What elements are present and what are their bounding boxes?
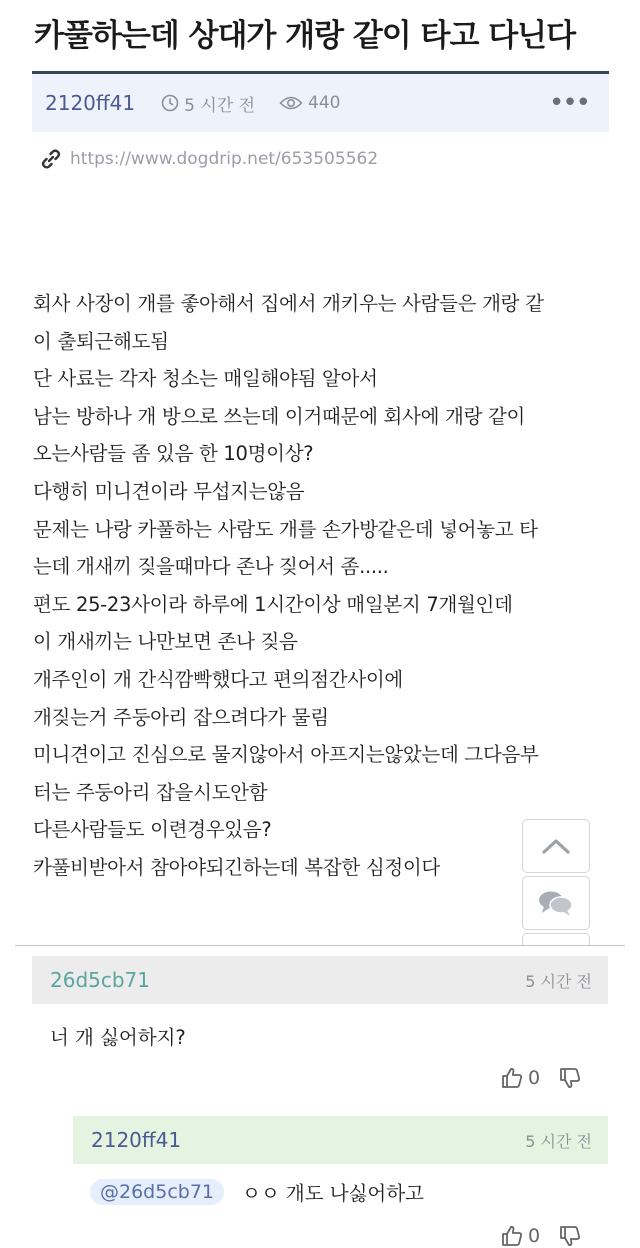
- post-body-line: 는데 개새끼 짖을때마다 존나 짖어서 좀.....: [33, 555, 389, 579]
- post-body-line: 카풀비받아서 참아야되긴하는데 복잡한 심정이다: [33, 855, 440, 879]
- reply-body: [90, 1178, 424, 1206]
- reply-author[interactable]: 2120ff41: [91, 1128, 182, 1152]
- post-body-line: 이 출퇴근해도됨: [33, 329, 169, 353]
- post-views: [279, 93, 340, 113]
- upvote-count: 0: [528, 1067, 541, 1089]
- upvote-button[interactable]: [500, 1066, 540, 1090]
- reply-votes: [500, 1224, 582, 1248]
- reply-header: [73, 1116, 608, 1164]
- link-icon: [40, 148, 62, 170]
- reply-time: 5 시간 전: [525, 1131, 592, 1151]
- post-meta-bar: [32, 74, 609, 132]
- thumbs-up-icon: [500, 1066, 524, 1090]
- post-body-line: 다행히 미니견이라 무섭지는않음: [33, 479, 305, 503]
- post-title: 카풀하는데 상대가 개랑 같이 타고 다닌다: [34, 18, 576, 54]
- post-author[interactable]: 2120ff41: [45, 91, 136, 115]
- post-body: [33, 285, 618, 887]
- comment-text: 너 개 싫어하지?: [50, 1026, 186, 1049]
- more-options-button[interactable]: •••: [548, 88, 589, 118]
- post-body-line: 단 사료는 각자 청소는 매일해야됨 알아서: [33, 367, 378, 391]
- post-body-line: 미니견이고 진심으로 물지않아서 아프지는않았는데 그다음부: [33, 743, 539, 767]
- chevron-up-icon: [541, 837, 571, 855]
- post-url-row: [40, 148, 378, 170]
- comment-header: [32, 956, 608, 1004]
- post-body-line: 다른사람들도 이련경우있음?: [33, 818, 272, 842]
- reply-upvote-button[interactable]: [500, 1224, 540, 1248]
- reply-upvote-count: 0: [528, 1225, 541, 1247]
- speech-bubbles-icon: [536, 888, 576, 918]
- thumbs-down-icon: [558, 1224, 582, 1248]
- post-body-line: 개짖는거 주둥아리 잡으려다가 물림: [33, 705, 329, 729]
- post-body-line: 오는사람들 좀 있음 한 10명이상?: [33, 442, 314, 466]
- reply-downvote-button[interactable]: [558, 1224, 582, 1248]
- eye-icon: [279, 95, 303, 111]
- reply-text: ㅇㅇ 개도 나싫어하고: [242, 1182, 424, 1205]
- post-body-line: 개주인이 개 간식깜빡했다고 편의점간사이에: [33, 667, 403, 691]
- comment-votes: [500, 1066, 582, 1090]
- post-body-line: 편도 25-23사이라 하루에 1시간이상 매일본지 7개월인데: [33, 592, 513, 616]
- comment-time: 5 시간 전: [525, 971, 592, 991]
- clock-icon: [161, 94, 179, 112]
- post-body-line: 남는 방하나 개 방으로 쓰는데 이거때문에 회사에 개랑 같이: [33, 404, 526, 428]
- post-time-text: 5 시간 전: [184, 95, 256, 116]
- post-body-line: 문제는 나랑 카풀하는 사람도 개를 손가방같은데 넣어놓고 타: [33, 517, 538, 541]
- downvote-button[interactable]: [558, 1066, 582, 1090]
- post-body-line: 터는 주둥아리 잡을시도안함: [33, 780, 268, 804]
- thumbs-down-icon: [558, 1066, 582, 1090]
- post-url-link[interactable]: https://www.dogdrip.net/653505562: [70, 149, 379, 169]
- post-body-line: 회사 사장이 개를 좋아해서 집에서 개키우는 사람들은 개랑 같: [33, 292, 544, 315]
- post-body-line: 이 개새끼는 나만보면 존나 짖음: [33, 630, 298, 654]
- post-views-count: 440: [308, 93, 341, 113]
- thumbs-up-icon: [500, 1224, 524, 1248]
- scroll-top-button[interactable]: [522, 819, 590, 873]
- reply-mention[interactable]: @26d5cb71: [90, 1179, 224, 1205]
- comment-author[interactable]: 26d5cb71: [50, 968, 151, 992]
- comments-divider: [15, 945, 625, 946]
- post-time: [161, 91, 255, 116]
- comments-button[interactable]: [522, 876, 590, 930]
